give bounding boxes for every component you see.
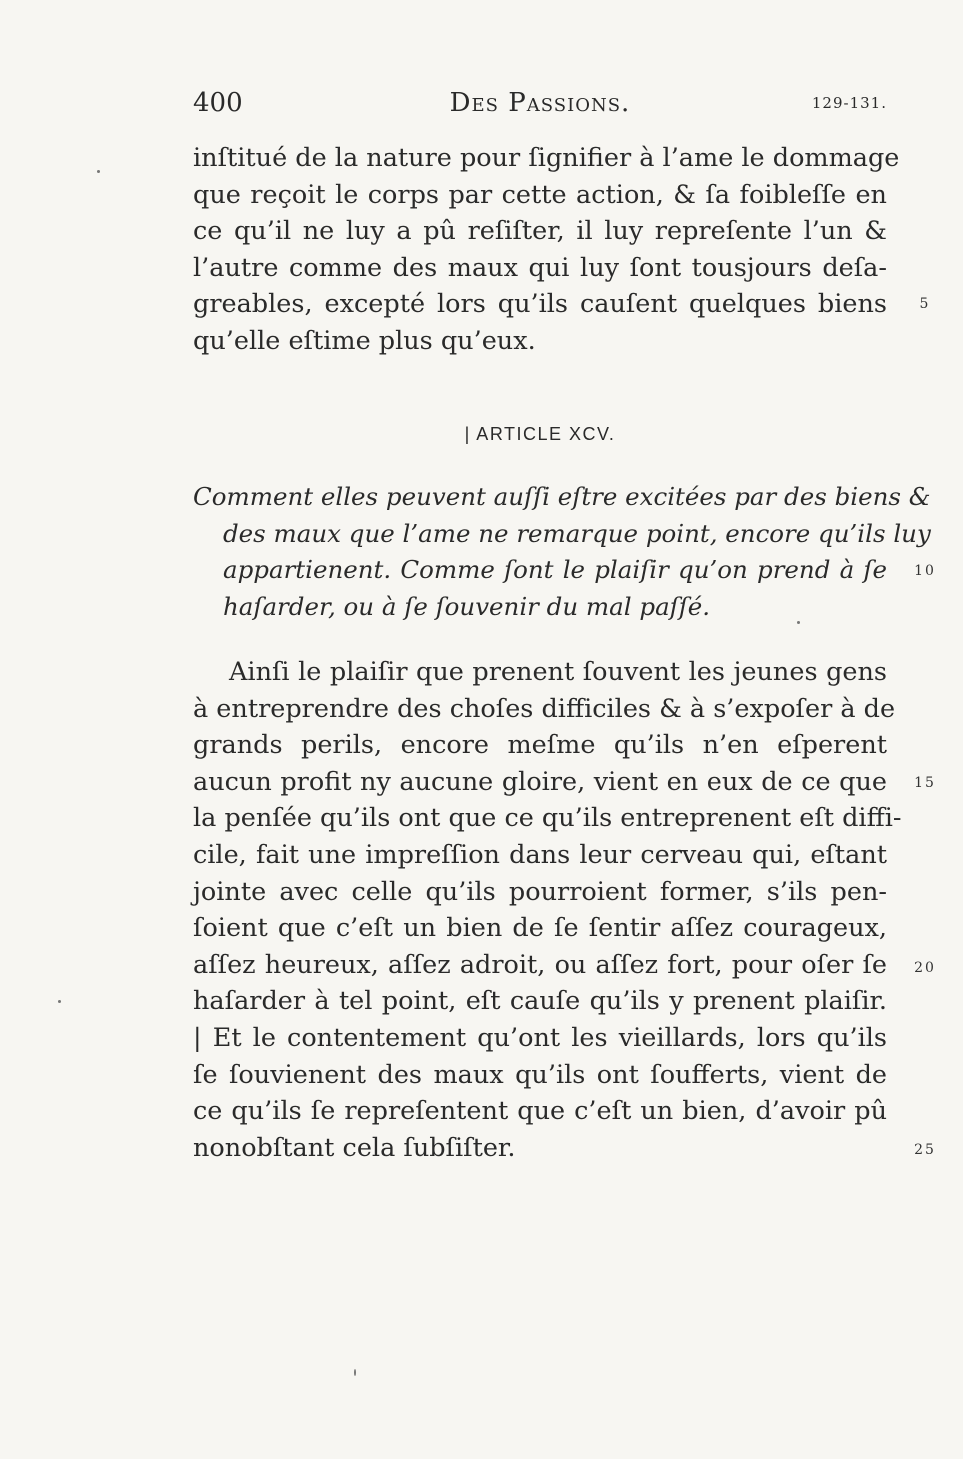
text-line: cile, fait une impreſſion dans leur cerveau qui, eſtant <box>193 839 887 870</box>
text-line: aucun profit ny aucune gloire, vient en eux de ce que <box>193 766 887 797</box>
paragraph-2 <box>193 654 902 1166</box>
text-line: inſtitué de la nature pour ſignifier à l’ame le dommage <box>193 143 900 173</box>
text-line: ſoient que c’eſt un bien de ſe ſentir aſſez courageux, <box>193 913 887 944</box>
page-header <box>193 88 887 128</box>
line-number-10: 10 <box>914 563 936 579</box>
text-line: nonobſtant cela ſubſiſter. <box>193 1132 516 1163</box>
line-number-15: 15 <box>914 775 936 791</box>
text-line: ce qu’ils ſe repreſentent que c’eſt un bien, d’avoir pû <box>193 1096 887 1127</box>
text-line: la penſée qu’ils ont que ce qu’ils entreprenent eſt diffi- <box>193 803 902 834</box>
text-line: greables, excepté lors qu’ils cauſent quelques biens <box>193 289 887 320</box>
text-line: ſe ſouvienent des maux qu’ils ont ſoufferts, vient de <box>193 1059 887 1090</box>
line-number-25: 25 <box>914 1142 936 1158</box>
text-line: qu’elle eſtime plus qu’eux. <box>193 325 536 356</box>
running-title: Des Passions. <box>449 88 631 118</box>
summary-line: appartienent. Comme ſont le plaiſir qu’on prend à ſe <box>223 555 887 585</box>
text-line: Ainſi le plaiſir que prenent ſouvent les jeunes gens <box>229 657 887 687</box>
text-line: aſſez heureux, aſſez adroit, ou aſſez fort, pour oſer ſe <box>193 949 887 980</box>
text-line: ce qu’il ne luy a pû reſiſter, il luy repreſente l’un & <box>193 216 887 247</box>
margin-speck <box>58 1000 61 1003</box>
text-line: grands perils, encore meſme qu’ils n’en eſperent <box>193 730 887 761</box>
summary-line: haſarder, ou à ſe ſouvenir du mal paſſé. <box>223 591 711 621</box>
text-line: jointe avec celle qu’ils pourroient former, s’ils pen- <box>193 876 887 907</box>
article-heading: | ARTICLE XCV. <box>464 424 616 444</box>
text-line: que reçoit le corps par cette action, & ſa foibleſſe en <box>193 179 887 210</box>
summary-line: Comment elles peuvent auſſi eſtre excitées par des biens & <box>193 482 931 511</box>
text-line: | Et le contentement qu’ont les vieillards, lors qu’ils <box>193 1022 887 1053</box>
summary-line: des maux que l’ame ne remarque point, encore qu’ils luy <box>223 518 931 548</box>
text-line: l’autre comme des maux qui luy ſont tousjours deſa- <box>193 252 887 283</box>
page-number: 400 <box>193 88 243 118</box>
page-range: 129-131. <box>811 94 887 112</box>
text-line: à entreprendre des choſes difficiles & à s’expoſer à de <box>193 693 896 724</box>
line-number-5: 5 <box>919 296 931 312</box>
paragraph-1 <box>193 140 900 360</box>
line-number-20: 20 <box>914 960 936 976</box>
margin-speck <box>354 1369 356 1376</box>
margin-speck <box>97 170 100 173</box>
text-line: haſarder à tel point, eſt cauſe qu’ils y prenent plaiſir. <box>193 986 887 1017</box>
margin-speck <box>797 621 800 624</box>
